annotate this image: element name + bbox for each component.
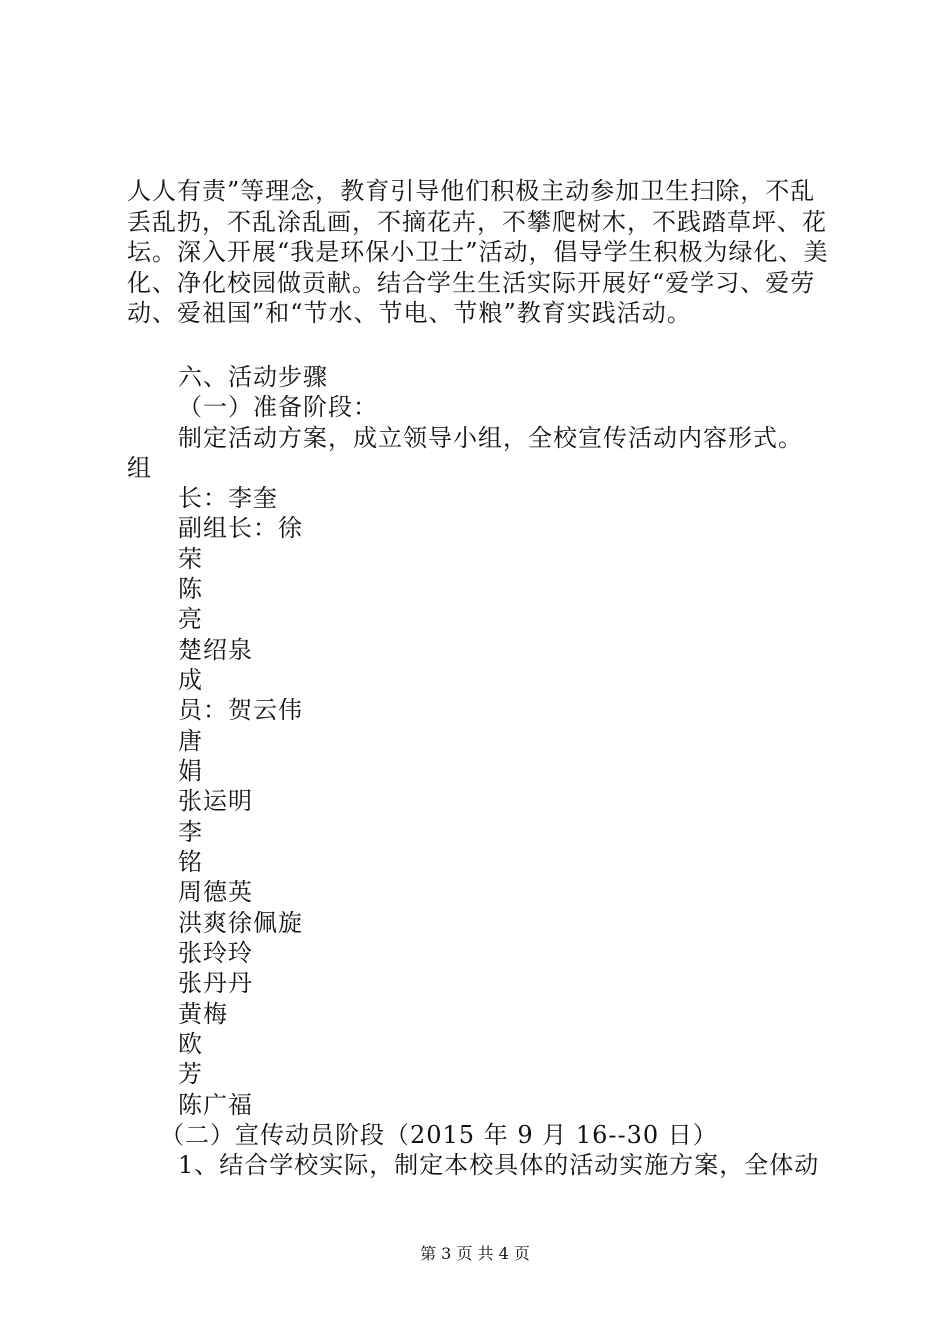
name-line: 亮	[178, 605, 203, 633]
name-line: 楚绍泉	[178, 636, 253, 664]
body-line: 组	[127, 454, 152, 482]
name-line: 芳	[178, 1060, 203, 1088]
name-line: 荣	[178, 545, 203, 573]
vice-leader-line: 副组长：徐	[178, 514, 303, 542]
name-line: 张玲玲	[178, 939, 253, 967]
body-paragraph: 人人有责”等理念，教育引导他们积极主动参加卫生扫除，不乱丢乱扔，不乱涂乱画，不摘花卉，不攀爬树木，不践踏草坪、花坛。深入开展“我是环保小卫士”活动，倡导学生积极为绿化、美化、净化校园做贡献。结合学生生活实际开展好“爱学习、爱劳动、爱祖国”和“节水、节电、节粮”教育实践活动。	[127, 177, 829, 327]
name-line: 李	[178, 818, 203, 846]
body-line: 1、结合学校实际，制定本校具体的活动实施方案，全体动	[178, 1151, 820, 1179]
name-line: 陈广福	[178, 1091, 253, 1119]
name-line: 周德英	[178, 878, 253, 906]
name-line: 陈	[178, 575, 203, 603]
name-line: 张运明	[178, 787, 253, 815]
name-line: 铭	[178, 848, 203, 876]
name-line: 成	[178, 666, 203, 694]
name-line: 洪爽徐佩旋	[178, 909, 303, 937]
name-line: 黄梅	[178, 1000, 228, 1028]
members-line: 员：贺云伟	[178, 696, 303, 724]
name-line: 唐	[178, 727, 203, 755]
name-line: 欧	[178, 1030, 203, 1058]
name-line: 张丹丹	[178, 969, 253, 997]
page-footer: 第 3 页 共 4 页	[420, 1244, 530, 1263]
stage-heading: （二）宣传动员阶段（2015 年 9 月 16--30 日）	[160, 1121, 718, 1149]
section-heading: 六、活动步骤	[178, 363, 328, 391]
body-line: 制定活动方案，成立领导小组，全校宣传活动内容形式。	[178, 424, 803, 452]
name-line: 娟	[178, 757, 203, 785]
stage-heading: （一）准备阶段：	[178, 393, 378, 421]
leader-line: 长：李奎	[178, 484, 278, 512]
